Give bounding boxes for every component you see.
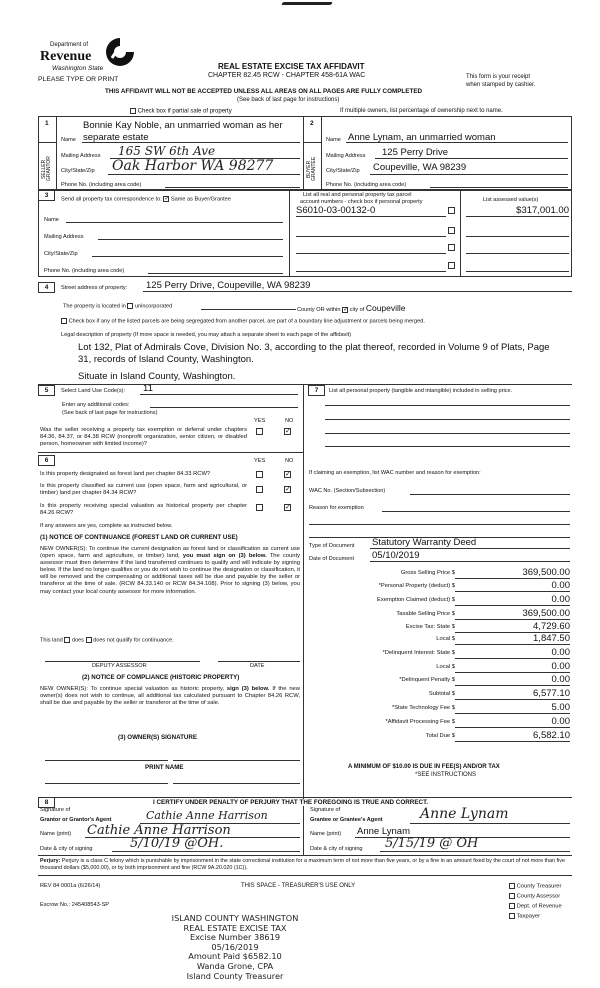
seller-grantor-label: SELLER GRANTOR <box>41 156 52 182</box>
owner-signature-line-1[interactable] <box>45 760 168 761</box>
tax-row-value[interactable]: 0.00 <box>455 674 570 686</box>
see-back: (See back of last page for instructions) <box>237 97 340 103</box>
exemption-yes-checkbox[interactable] <box>256 428 263 435</box>
grantor-date-label: Date & city of signing <box>40 846 93 852</box>
tax-row-value[interactable]: 4,729.60 <box>455 621 570 633</box>
copy-label: Taxpayer <box>516 913 541 920</box>
unincorporated-checkbox[interactable] <box>127 303 133 309</box>
stamp-county: ISLAND COUNTY WASHINGTON <box>171 913 299 923</box>
grantor-sig-of: Signature of <box>40 807 71 813</box>
stamp-excise-number: Excise Number 38619 <box>189 932 281 943</box>
buyer-name-label: Name <box>326 137 341 143</box>
grantee-name-label: Name (print) <box>310 831 342 837</box>
receipt-note-1: This form is your receipt <box>466 74 531 80</box>
forest-no-checkbox[interactable]: ✓ <box>285 471 291 478</box>
personal-property-checkbox[interactable] <box>448 227 455 234</box>
land-use-field[interactable]: 11 <box>143 383 153 394</box>
tax-row-value[interactable]: 0.00 <box>455 580 570 592</box>
tax-row-value[interactable]: 369,500.00 <box>455 608 570 620</box>
personal-property-checkbox[interactable] <box>448 207 455 214</box>
tax-row <box>330 702 570 715</box>
partial-sale[interactable] <box>130 108 232 115</box>
section-3-number: 3 <box>38 190 55 201</box>
does-checkbox[interactable] <box>64 637 70 643</box>
buyer-city-field[interactable]: Coupeville, WA 98239 <box>373 162 467 173</box>
sec3-address-label: Mailing Address <box>44 234 84 240</box>
tax-row-value[interactable]: 0.00 <box>455 661 570 673</box>
tax-row <box>330 688 570 701</box>
located-in-label: The property is located in <box>63 303 126 310</box>
segregated-checkbox[interactable] <box>61 318 67 324</box>
tax-row-label: Local $ <box>436 664 455 670</box>
see-instructions: *SEE INSTRUCTIONS <box>415 772 477 778</box>
assessed-value-field[interactable] <box>466 225 569 237</box>
stamp-amount: Amount Paid $6582.10 <box>188 951 282 962</box>
copy-label: Dept. of Revenue <box>516 903 562 910</box>
tax-row-label: *Personal Property (deduct) $ <box>378 583 455 589</box>
receipt-note-2: when stamped by cashier. <box>466 82 536 88</box>
legal-description-2: 31, records of Island County, Washington. <box>78 354 254 365</box>
tax-row <box>330 567 570 580</box>
buyer-address-label: Mailing Address <box>326 153 366 159</box>
section-1-number: 1 <box>45 120 49 127</box>
buyer-city-label: City/State/Zip <box>326 168 360 174</box>
section-2-number: 2 <box>310 120 314 127</box>
copy-checkbox[interactable] <box>509 893 515 899</box>
street-address-field[interactable]: 125 Perry Drive, Coupeville, WA 98239 <box>146 280 311 291</box>
parcel-number-field[interactable] <box>296 242 446 254</box>
copy-label: County Assessor <box>516 893 561 900</box>
personal-property-checkbox[interactable] <box>448 244 455 251</box>
doc-type-label: Type of Document <box>309 543 355 549</box>
buyer-address-field[interactable]: 125 Perry Drive <box>382 147 448 158</box>
stamp-date: 05/16/2019 <box>211 941 259 952</box>
grantee-name-field[interactable]: Anne Lynam <box>357 826 410 837</box>
personal-property-checkbox[interactable] <box>448 262 455 269</box>
copy-checkbox[interactable] <box>509 913 515 919</box>
section-7-number: 7 <box>308 385 325 396</box>
seller-address-field[interactable]: 165 SW 6th Ave <box>118 144 216 158</box>
seller-city-label: City/State/Zip <box>61 168 95 174</box>
copy-label: County Treasurer <box>516 883 562 890</box>
tax-row-label: Total Due $ <box>425 733 455 739</box>
notice-continuance-title: (1) NOTICE OF CONTINUANCE (FOREST LAND OR CURRENT USE) <box>40 534 238 541</box>
grantee-sig-of: Signature of <box>310 807 341 813</box>
logo-line2: Revenue <box>40 49 92 64</box>
parcel-number-field[interactable] <box>296 225 446 237</box>
multiple-owners-note: If multiple owners, list percentage of ownership next to name. <box>340 108 503 114</box>
perjury-text: Perjury is a class C felony which is punishable by imprisonment in the state correctional institution for a maximum term of not more than five years, or by a fine in an amount fixed by the court of not more than five thousand dollars ($5,000.00), or by both imprisonment and fine (RCW 9A.20.020 (1C)). <box>40 858 565 872</box>
grantor-name-label: Name (print) <box>40 831 72 837</box>
historic-no-checkbox[interactable]: ✓ <box>285 504 291 511</box>
seller-name-line1: Bonnie Kay Noble, an unmarried woman as her <box>83 120 283 131</box>
logo-line1: Department of <box>50 42 89 48</box>
buyer-grantee-label: BUYER GRANTEE <box>306 156 317 182</box>
reason-field[interactable] <box>382 511 570 512</box>
notice-continuance-text <box>40 546 300 596</box>
personal-property-label: List all personal property (tangible and intangible) included in selling price. <box>329 388 513 394</box>
tax-row-label: *State Technology Fee $ <box>391 705 455 711</box>
owner-signature-line-2[interactable] <box>173 760 300 761</box>
section-6-number: 6 <box>38 455 55 466</box>
parcel-header-1: List all real and personal property tax parcel <box>303 192 412 198</box>
does-not-checkbox[interactable] <box>86 637 92 643</box>
tax-row <box>330 580 570 593</box>
partial-sale-checkbox[interactable] <box>130 108 136 114</box>
grantee-agent-label: Grantee or Grantee's Agent <box>310 817 383 823</box>
tax-row-label: Subtotal $ <box>428 691 455 697</box>
land-use-label: Select Land Use Code(s): <box>61 388 126 394</box>
sec5-no-header: NO <box>285 418 294 424</box>
current-use-question: Is this property classified as current use (open space, farm and agricultural, or timber) land per chapter 84.34 RCW? <box>40 483 247 497</box>
escrow-row <box>40 902 109 908</box>
form-title: REAL ESTATE EXCISE TAX AFFIDAVIT <box>218 62 365 71</box>
tax-row-value[interactable]: 0.00 <box>455 716 570 728</box>
treasurer-use-only: THIS SPACE - TREASURER'S USE ONLY <box>241 883 356 889</box>
owner-signature-title: (3) OWNER(S) SIGNATURE <box>118 734 197 741</box>
notice2-a: NEW OWNER(S): To continue special valuation as historic property, <box>40 686 225 692</box>
tax-row <box>330 674 570 687</box>
legal-description-1: Lot 132, Plat of Admirals Cove, Division No. 3, according to the plat thereof, recorded in Volume 9 of Plats, Page <box>78 342 550 353</box>
dor-logo-icon <box>104 36 136 68</box>
legal-label: Legal description of property (If more space is needed, you may attach a separate sheet to each page of the affidavit) <box>61 332 352 338</box>
seller-phone-label: Phone No. (including area code) <box>61 182 142 188</box>
stamp-signer: Wanda Grone, CPA <box>196 960 274 971</box>
grantee-signature[interactable]: Anne Lynam <box>420 806 509 822</box>
notice2-b: sign (3) below. <box>226 686 270 692</box>
city-row <box>297 303 406 313</box>
seller-name-field[interactable]: separate estate <box>83 132 149 143</box>
county-or-label: County OR within <box>297 307 341 313</box>
tax-row-label: *Affidavit Processing Fee $ <box>385 719 455 725</box>
legal-description-3: Situate in Island County, Washington. <box>78 371 236 382</box>
grantee-date-label: Date & city of signing <box>310 846 363 852</box>
city-of-label: city of <box>349 307 365 313</box>
wac-label: WAC No. (Section/Subsection) <box>309 488 386 494</box>
tax-row-label: Taxable Selling Price $ <box>396 611 455 617</box>
segregated-row <box>61 318 425 324</box>
buyer-name-field[interactable]: Anne Lynam, an unmarried woman <box>348 132 496 143</box>
tax-row <box>330 608 570 621</box>
stamp-tax: REAL ESTATE EXCISE TAX <box>183 922 287 933</box>
forest-land-question: Is this property designated as forest land per chapter 84.33 RCW? <box>40 471 211 477</box>
section-8-number: 8 <box>38 797 55 808</box>
doc-date-field[interactable]: 05/10/2019 <box>372 550 420 561</box>
correspondence-label <box>61 196 231 202</box>
tax-row-value[interactable]: 6,582.10 <box>455 730 570 742</box>
copy-checkbox[interactable] <box>509 903 515 909</box>
sec3-city-label: City/State/Zip <box>44 251 78 257</box>
tax-row <box>330 730 570 743</box>
tax-row-label: Excise Tax: State $ <box>405 624 455 630</box>
escrow-number: 245408543-SP <box>71 902 110 908</box>
value-header: List assessed value(s) <box>483 197 539 203</box>
form-revision: REV 84 0001a (6/26/14) <box>40 883 101 889</box>
correspondence-text: Send all property tax correspondence to: <box>61 196 162 203</box>
partial-sale-label: Check box if partial sale of property <box>137 108 232 115</box>
tax-row-value[interactable]: 1,847.50 <box>455 633 570 645</box>
tax-row <box>330 716 570 729</box>
tax-row-label: Local $ <box>436 636 455 642</box>
parcel-number-field[interactable] <box>296 260 446 272</box>
section-4-number: 4 <box>38 282 55 293</box>
copy-item <box>509 903 562 910</box>
tax-row <box>330 661 570 674</box>
seller-city-field[interactable]: Oak Harbor WA 98277 <box>112 158 274 174</box>
unincorporated-label: unincorporated <box>134 303 173 310</box>
section-5-number: 5 <box>38 385 55 396</box>
doc-type-field[interactable]: Statutory Warranty Deed <box>372 537 477 548</box>
exemption-claim-label: If claiming an exemption, list WAC number and reason for exemption: <box>309 470 481 476</box>
historic-question: Is this property receiving special valuation as historical property per chapter 84.26 RCW? <box>40 503 247 517</box>
notice1-a: NEW OWNER(S): To continue the current designation as forest land or classification as current use (open space, farm and agriculture, or timber) land, <box>40 546 300 560</box>
tax-row-value[interactable]: 0.00 <box>455 594 570 606</box>
copy-item <box>509 893 560 900</box>
same-as-buyer-label: Same as Buyer/Grantee <box>170 196 231 203</box>
sec3-phone-label: Phone No. (including area code) <box>44 268 125 274</box>
assessed-value-field[interactable]: $317,001.00 <box>466 205 569 217</box>
tax-row <box>330 647 570 660</box>
print-name-label: PRINT NAME <box>145 764 184 771</box>
buyer-phone-label: Phone No. (including area code) <box>326 182 407 188</box>
escrow-label: Escrow No.: <box>40 902 71 908</box>
tax-row-label: Gross Selling Price $ <box>400 570 455 576</box>
wac-field[interactable] <box>410 494 570 495</box>
deputy-date-label: DATE <box>250 663 265 669</box>
located-in-row <box>63 303 172 309</box>
grantee-date-field[interactable]: 5/15/19 @ OH <box>385 836 479 851</box>
current-use-no-checkbox[interactable]: ✓ <box>285 486 291 493</box>
tax-row-label: Exemption Claimed (deduct) $ <box>377 597 455 603</box>
city-checkbox[interactable]: ✓ <box>343 306 349 313</box>
stamp-title: Island County Treasurer <box>186 970 284 981</box>
assessed-value-field[interactable] <box>466 242 569 254</box>
form-subtitle: CHAPTER 82.45 RCW - CHAPTER 458-61A WAC <box>208 72 366 79</box>
grantor-signature[interactable]: Cathie Anne Harrison <box>146 809 268 822</box>
tax-row <box>330 633 570 646</box>
treasurer-stamp <box>160 914 310 981</box>
reason-label: Reason for exemption <box>309 505 364 511</box>
grantor-date-field[interactable]: 5/10/19 @OH. <box>130 836 224 851</box>
street-label: Street address of property: <box>61 285 128 291</box>
qualify-row <box>40 637 174 643</box>
tax-row-label: *Delinquent Penalty $ <box>399 677 455 683</box>
assessed-value-field[interactable] <box>466 260 569 272</box>
warning: THIS AFFIDAVIT WILL NOT BE ACCEPTED UNLESS ALL AREAS ON ALL PAGES ARE FULLY COMPLETED <box>105 88 423 95</box>
copy-checkbox[interactable] <box>509 883 515 889</box>
grantor-agent-label: Grantor or Grantor's Agent <box>40 817 112 823</box>
this-land-label: This land <box>40 637 63 644</box>
tax-row-value[interactable]: 0.00 <box>455 647 570 659</box>
historic-yes-checkbox[interactable] <box>256 504 263 511</box>
copy-item <box>509 913 540 920</box>
parcel-number-field[interactable]: S6010-03-00132-0 <box>296 205 446 217</box>
if-yes-note: If any answers are yes, complete as instructed below. <box>40 523 173 529</box>
additional-codes-label: Enter any additional codes: <box>62 402 130 408</box>
copy-item <box>509 883 561 890</box>
current-use-yes-checkbox[interactable] <box>256 486 263 493</box>
tax-row-label: *Delinquent Interest: State $ <box>382 650 455 656</box>
does-label: does <box>71 637 84 644</box>
seller-name-label: Name <box>61 137 76 143</box>
notice1-c: The county assessor must then determine if the land transferred continues to qualify and will indicate by signing below. If the land no longer qualifies or you do not wish to continue the designation or classification, it will be removed and the compensating or additional taxes will be due and payable by the seller or transferor at the time of sale. (RCW 84.33.140 or RCW 84.34.108). Prior to signing (3) below, you may contact your local county assessor for more information. <box>40 553 300 595</box>
logo-line3: Washington State <box>52 65 104 72</box>
exemption-question: Was the seller receiving a property tax exemption or deferral under chapters 84.36, 84.37, or 84.38 RCW (nonprofit organization, senior citizen, or disabled person, homeowner with limited income)? <box>40 427 247 448</box>
same-as-buyer-checkbox[interactable]: ✓ <box>164 196 170 202</box>
sec3-name-label: Name <box>44 217 59 223</box>
notice2-c: If the new owner(s) does not wish to continue, all additional tax calculated pursuant to Chapter 84.26 RCW, shall be due and payable by the seller or transferor at the time of sale. <box>40 686 300 707</box>
tax-row-value[interactable]: 5.00 <box>455 702 570 714</box>
does-not-label: does not qualify for continuance. <box>93 637 174 644</box>
perjury-title: Perjury: <box>40 858 61 864</box>
tax-row-value[interactable]: 369,500.00 <box>455 567 570 579</box>
sec5-see-back: (See back of last page for instructions) <box>62 410 158 416</box>
tax-row-value[interactable]: 6,577.10 <box>455 688 570 700</box>
please-type: PLEASE TYPE OR PRINT <box>38 76 119 83</box>
certify-statement: I CERTIFY UNDER PENALTY OF PERJURY THAT THE FOREGOING IS TRUE AND CORRECT. <box>153 799 428 806</box>
city-field[interactable]: Coupeville <box>365 303 406 313</box>
seller-address-label: Mailing Address <box>61 153 101 159</box>
deputy-assessor-label: DEPUTY ASSESSOR <box>92 663 147 669</box>
notice1-b: you must sign on (3) below. <box>182 553 267 560</box>
minimum-due-note: A MINIMUM OF $10.00 IS DUE IN FEE(S) AND/OR TAX <box>348 764 500 770</box>
tax-row <box>330 594 570 607</box>
notice-compliance-title: (2) NOTICE OF COMPLIANCE (HISTORIC PROPERTY) <box>82 674 240 681</box>
doc-date-label: Date of Document <box>309 556 355 562</box>
scan-mark <box>281 2 333 5</box>
forest-yes-checkbox[interactable] <box>256 471 263 478</box>
sec6-yes-header: YES <box>254 458 266 464</box>
perjury-notice <box>40 858 572 873</box>
notice-compliance-text <box>40 686 300 707</box>
segregated-label: Check box if any of the listed parcels are being segregated from another parcel, are part of a boundary line adjustment or parcels being merged. <box>68 318 425 325</box>
grantor-name-field[interactable]: Cathie Anne Harrison <box>87 823 231 838</box>
sec5-yes-header: YES <box>254 418 266 424</box>
parcel-header-2: account numbers - check box if personal property <box>300 199 423 205</box>
exemption-no-checkbox[interactable]: ✓ <box>285 428 291 435</box>
sec6-no-header: NO <box>285 458 294 464</box>
